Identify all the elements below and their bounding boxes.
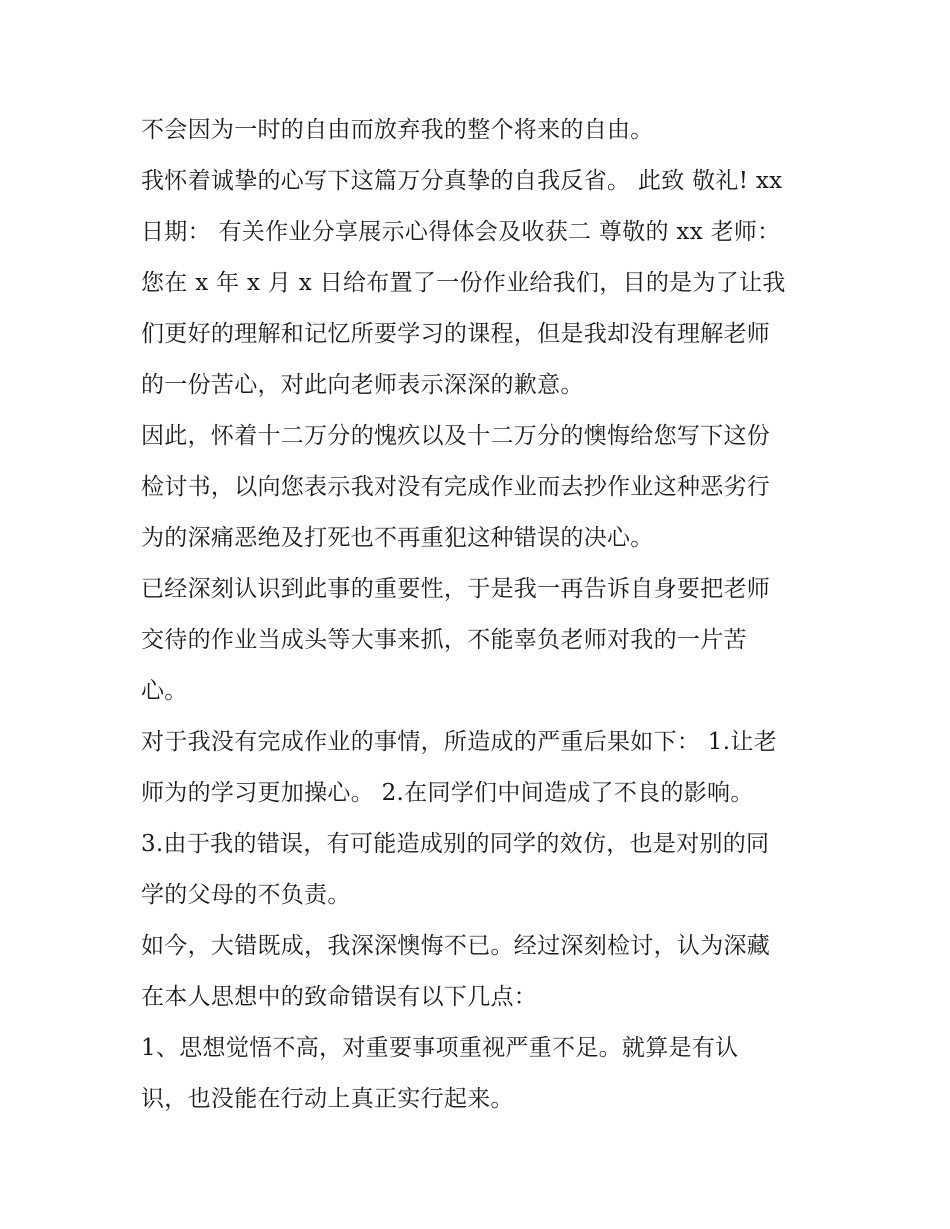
text-line: 日期： 有关作业分享展示心得体会及收获二 尊敬的 xx 老师：: [141, 219, 781, 245]
text-line: 学的父母的不负责。: [141, 882, 351, 908]
text-line: 3.由于我的错误，有可能造成别的同学的效仿，也是对别的同: [141, 831, 770, 857]
text-line: 不会因为一时的自由而放弃我的整个将来的自由。: [141, 117, 654, 143]
text-line: 如今，大错既成，我深深懊悔不已。经过深刻检讨，认为深藏: [141, 933, 771, 959]
text-line: 师为的学习更加操心。 2.在同学们中间造成了不良的影响。: [141, 780, 754, 806]
text-line: 们更好的理解和记忆所要学习的课程，但是我却没有理解老师: [141, 321, 771, 347]
text-line: 对于我没有完成作业的事情，所造成的严重后果如下： 1.让老: [141, 729, 777, 755]
text-line: 在本人思想中的致命错误有以下几点：: [141, 984, 538, 1010]
text-line: 因此，怀着十二万分的愧疚以及十二万分的懊悔给您写下这份: [141, 423, 771, 449]
text-line: 识，也没能在行动上真正实行起来。: [141, 1086, 514, 1112]
text-line: 已经深刻认识到此事的重要性，于是我一再告诉自身要把老师: [141, 576, 771, 602]
text-line: 我怀着诚挚的心写下这篇万分真挚的自我反省。 此致 敬礼! xx: [141, 168, 783, 194]
text-line: 检讨书，以向您表示我对没有完成作业而去抄作业这种恶劣行: [141, 474, 771, 500]
text-line: 您在 x 年 x 月 x 日给布置了一份作业给我们，目的是为了让我: [141, 270, 786, 296]
text-line: 心。: [141, 678, 188, 704]
text-line: 交待的作业当成头等大事来抓，不能辜负老师对我的一片苦: [141, 627, 747, 653]
text-line: 为的深痛恶绝及打死也不再重犯这种错误的决心。: [141, 525, 654, 551]
text-line: 的一份苦心，对此向老师表示深深的歉意。: [141, 372, 584, 398]
text-line: 1、思想觉悟不高，对重要事项重视严重不足。就算是有认: [141, 1035, 739, 1061]
